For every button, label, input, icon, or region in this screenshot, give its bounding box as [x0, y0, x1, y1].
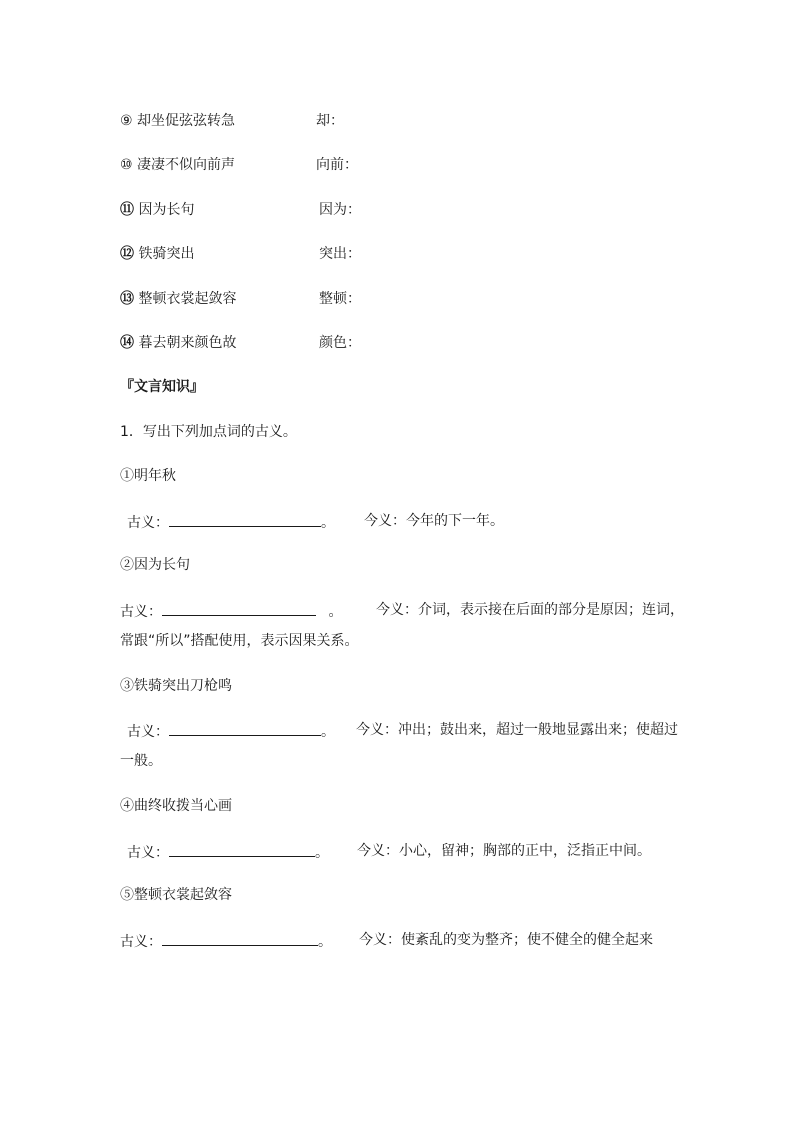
- answer-row: [127, 721, 335, 741]
- vocab-phrase: 因为长句: [138, 202, 195, 218]
- vocab-term: 因为：: [319, 202, 361, 218]
- vocab-row: [120, 156, 235, 174]
- vocab-row: [120, 245, 194, 263]
- vocab-phrase: 铁骑突出: [138, 246, 195, 262]
- jin-meaning: 今义：今年的下一年。: [364, 513, 504, 529]
- vocab-row: [120, 334, 236, 352]
- vocab-term: 颜色：: [319, 335, 361, 351]
- answer-row: [120, 601, 342, 621]
- answer-blank[interactable]: [162, 601, 316, 616]
- period: 。: [328, 604, 343, 620]
- vocab-row: [120, 290, 236, 308]
- answer-row: [127, 512, 335, 532]
- jin-meaning-cont: 一般。: [120, 753, 162, 769]
- item-label: ①明年秋: [120, 468, 176, 484]
- vocab-term: 向前：: [316, 157, 358, 173]
- answer-blank[interactable]: [162, 931, 318, 946]
- jin-meaning: 今义：冲出；鼓出来，超过一般地显露出来；使超过: [356, 722, 678, 738]
- jin-meaning-cont: 常跟“所以”搭配使用，表示因果关系。: [120, 633, 359, 649]
- answer-blank[interactable]: [169, 512, 321, 527]
- item-label: ⑤整顿衣裳起敛容: [120, 887, 232, 903]
- jin-meaning: 今义：小心，留神；胸部的正中，泛指正中间。: [357, 843, 651, 859]
- period: 。: [321, 724, 335, 740]
- vocab-phrase: 凄凄不似向前声: [137, 157, 236, 173]
- answer-blank[interactable]: [169, 842, 315, 857]
- vocab-row: [120, 112, 235, 130]
- answer-row: [120, 931, 332, 951]
- vocab-phrase: 却坐促弦弦转急: [137, 113, 236, 129]
- section-title: 『文言知识』: [120, 379, 204, 395]
- vocab-term: 突出：: [319, 246, 361, 262]
- item-number: ⑬: [120, 291, 134, 307]
- gu-label: 古义：: [120, 934, 162, 950]
- item-number: ⑭: [120, 335, 134, 351]
- gu-label: 古义：: [127, 724, 169, 740]
- question-1: 1．写出下列加点词的古义。: [120, 424, 297, 440]
- vocab-term: 整顿：: [319, 291, 361, 307]
- item-label: ④曲终收拨当心画: [120, 798, 232, 814]
- gu-label: 古义：: [120, 604, 162, 620]
- period: 。: [315, 845, 329, 861]
- item-number: ⑨: [120, 113, 133, 129]
- vocab-phrase: 暮去朝来颜色故: [138, 335, 237, 351]
- item-label: ②因为长句: [120, 557, 190, 573]
- vocab-phrase: 整顿衣裳起敛容: [138, 291, 237, 307]
- jin-meaning: 今义：介词，表示接在后面的部分是原因；连词，: [376, 602, 684, 618]
- period: 。: [318, 934, 332, 950]
- item-number: ⑪: [120, 202, 134, 218]
- gu-label: 古义：: [127, 845, 169, 861]
- item-label: ③铁骑突出刀枪鸣: [120, 678, 232, 694]
- item-number: ⑫: [120, 246, 134, 262]
- jin-meaning: 今义：使紊乱的变为整齐；使不健全的健全起来: [359, 932, 653, 948]
- item-number: ⑩: [120, 157, 133, 173]
- answer-blank[interactable]: [169, 721, 321, 736]
- vocab-term: 却：: [316, 113, 344, 129]
- answer-row: [127, 842, 329, 862]
- vocab-row: [120, 201, 194, 219]
- gu-label: 古义：: [127, 515, 169, 531]
- period: 。: [321, 515, 335, 531]
